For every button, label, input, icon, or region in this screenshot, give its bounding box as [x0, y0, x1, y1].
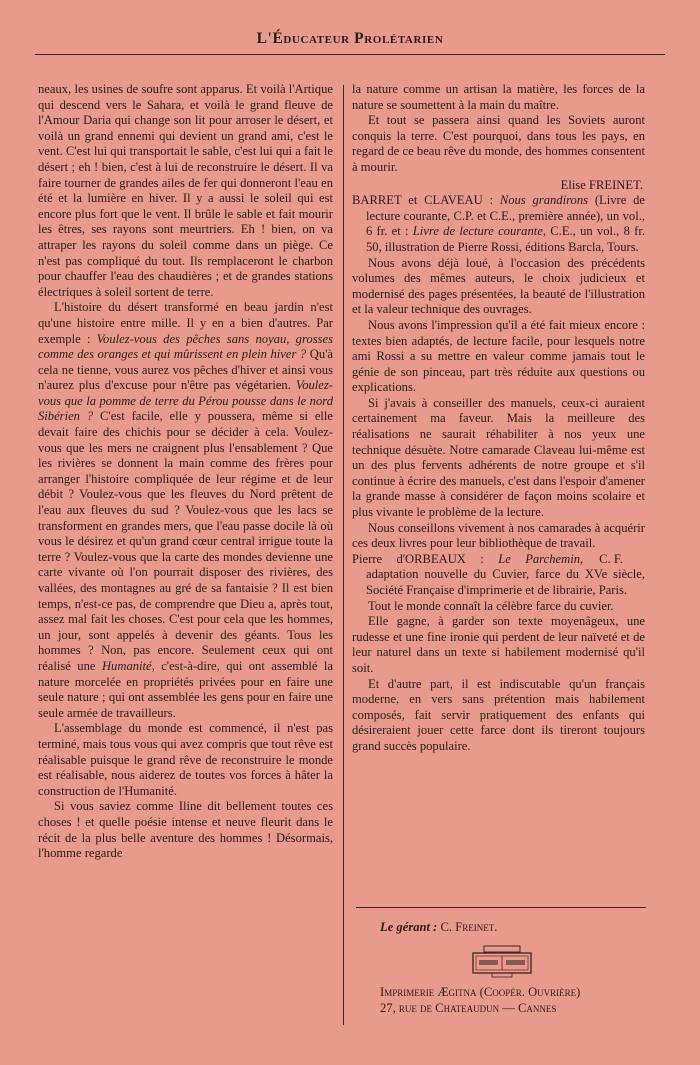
- paragraph: Et d'autre part, il est indiscutable qu'un français moderne, en vers sans prétention mais habilement composés, fait servir pratiquement des enfants qui désireraient jouer cette farce dont ils tireront toujours grand succès populaire.: [352, 676, 645, 753]
- paragraph: neaux, les usines de soufre sont apparus. Et voilà l'Artique qui descend vers le Sahara, et voilà le grand fleuve de l'Amour Daria qui change son lit pour arroser le désert, et voilà un grand ennemi qui devient un grand ami, c'est le vent. C'est lui qui transportait le sable, c'est lui qui a fait le désert ; eh ! bien, c'est à lui de reconstruire le désert. Il va faire tourner de grandes ailes de fer qui donneront l'eau en été et la lumière en hiver. Il y a aussi le soleil qui est encore plus fort que le vent. Il brûle le sable et fait mourir les êtres, ses rayons sont meurtriers. Eh ! bien, on va attraper les rayons du soleil comme dans un piège. Ce n'est pas compliqué du tout. Ils remplaceront le charbon pour chauffer l'eau des chaudières ; et de grandes stations électriques à soleil sortent de terre.: [38, 82, 333, 299]
- review-heading-orbeaux: Pierre d'ORBEAUX : Le Parchemin, adaptation nouvelle du Cuvier, farce du XVe siècle, Société Française d'imprimerie et de librairie, Paris.: [352, 551, 645, 597]
- right-column: [352, 82, 645, 755]
- paragraph: Nous avons déjà loué, à l'occasion des précédents volumes des mêmes auteurs, le choix judicieux et modernisé des pages présentées, la beauté de l'illustration et la valeur technique des ouvrages.: [352, 255, 645, 317]
- paragraph-desert-story: L'histoire du désert transformé en beau jardin n'est qu'une histoire entre mille. Il y en a bien d'autres. Par exemple : Voulez-vous des pêches sans noyau, grosses comme des oranges et qui mûrissent en plein hiver ? Qu'à cela ne tienne, vous aurez vos pêches d'hiver et ainsi vous n'aurez plus d'excuse pour n'être pas végétarien. Voulez-vous que la pomme de terre du Pérou pousse dans le nord Sibérien ? C'est facile, elle y poussera, même si elle devait faire des chichis pour se décider à cela. Voulez-vous que les mers ne craignent plus l'ensablement ? Que les rivières se donnent la main comme des frères pour arranger l'histoire compliquée de leur régime et de leur débit ? Voulez-vous que les fleuves du Nord prêtent de l'eau aux fleuves du sud ? Voulez-vous que les lacs se transforment en grandes mers, que l'eau passe docile là où vous le désirez et qu'un grand cœur central irrigue toute la terre ? Voulez-vous que la carte des mondes devienne une carte vivante où l'on pourrait disposer des rivières, des vallées, des montagnes au gré de sa fantaisie ? Il est bien temps, n'est-ce pas, de comprendre que Dieu a, après tout, assez mal fait les choses. C'est pour cela que les hommes, un jour, sont appelés à devenir des géants. Tous les hommes ? Non, pas encore. Seulement ceux qui ont réalisé une Humanité, c'est-à-dire, qui ont assemblé la nature morcelée en propriétés privées pour en faire une seule nature ; qui ont assemblée les gens pour en faire une seule armée de travailleurs.: [38, 300, 334, 720]
- paragraph: Nous avons l'impression qu'il a été fait mieux encore : textes bien adaptés, de lecture facile, pour lesquels notre ami Rossi a su mettre en valeur comme jamais tout le génie de son pinceau, part très réduite aux questions ou explications.: [352, 317, 645, 395]
- paragraph-iline: Si vous saviez comme Iline dit bellement toutes ces choses ! et quelle poésie intense et neuve fleurit dans le récit de la plus belle aventure des hommes ! Désormais, l'homme regarde: [38, 799, 333, 861]
- union-label-logo-icon: [470, 945, 534, 979]
- paragraph: Nous conseillons vivement à nos camarades à acquérir ces deux livres pour leur bibliothèque de travail. C. F.: [352, 520, 645, 566]
- paragraph: Et tout se passera ainsi quand les Soviets auront conquis la terre. C'est pourquoi, dans tous les pays, en regard de ce beau rêve du monde, des hommes consentent à mourir.: [352, 113, 645, 174]
- column-divider: [343, 85, 344, 1025]
- paragraph: la nature comme un artisan la matière, les forces de la nature se soumettent à la main du maître.: [352, 82, 645, 112]
- paragraph: Elle gagne, à garder son texte moyenâgeux, une rudesse et une fine ironie qui perdent de leur naïveté et de leur naturel dans un texte si habilement modernisé qu'il soit.: [352, 614, 645, 675]
- signature-cf: C. F.: [599, 551, 623, 566]
- footer-rule: [356, 907, 646, 908]
- printer-imprint: Imprimerie Ægitna (Coopér. Ouvrière) 27, rue de Chateaudun — Cannes: [380, 985, 581, 1015]
- signature-elise-freinet: Elise FREINET.: [560, 177, 643, 192]
- page-header-title: L'Éducateur Prolétarien: [256, 30, 444, 47]
- review-heading-barret-claveau: BARRET et CLAVEAU : Nous grandirons (Livre de lecture courante, C.P. et C.E., première année), un vol., 6 fr. et : Livre de lecture courante, C.E., un vol., 8 fr. 50, illustration de Pierre Rossi, éditions Barcla, Tours.: [352, 193, 645, 254]
- paragraph: Si j'avais à conseiller des manuels, ceux-ci auraient certainement ma faveur. Mais la meilleure des réalisations ne saurait réhabiliter à nos yeux une technique désuète. Notre camarade Claveau lui-même est un des plus fervents adhérents de notre groupe et s'il continue à écrire des manuels, c'est dans l'espoir d'amener la grande masse à considérer de façon moins scolaire et plus vivante le problème de la lecture.: [352, 395, 645, 520]
- header-rule: [35, 54, 665, 55]
- left-column: [38, 82, 333, 862]
- gerant-line: Le gérant : C. Freinet.: [380, 920, 498, 934]
- paragraph: Tout le monde connaît la célèbre farce du cuvier.: [368, 598, 614, 613]
- paragraph-assemblage: L'assemblage du monde est commencé, il n'est pas terminé, mais tous vous qui avez compris que tout rêve est réalisable puisque le grand rêve de reconstruire le monde est réalisable, nous aiderez de toutes vos forces à hâter la construction de l'Humanité.: [38, 721, 333, 798]
